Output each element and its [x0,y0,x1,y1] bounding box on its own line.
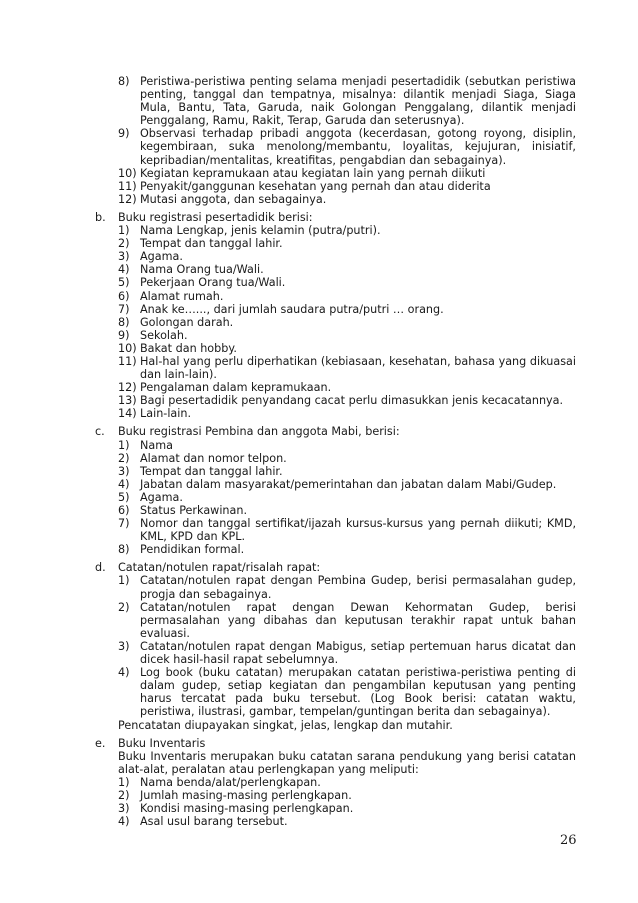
list-item-text: Hal-hal yang perlu diperhatikan (kebiasaan, kesehatan, bahasa yang dikuasai dan lain-lain). [140,354,576,382]
list-item [118,75,576,127]
list-item [118,601,576,640]
list-item-number: 8) [118,315,130,329]
list-item [118,640,576,666]
list-item-text: Log book (buku catatan) merupakan catatan peristiwa-peristiwa penting di dalam gudep, setiap kegiatan dan pengambilan keputusan yang penting harus tercatat pada buku tersebut. (Log Book berisi: catatan waktu, peristiwa, ilustrasi, gambar, tempelan/guntingan berita dan sebagainya). [140,666,576,719]
section-b-title: Buku registrasi pesertadidik berisi: [118,210,313,224]
list-item-number: 2) [118,451,130,465]
section-e-intro: Buku Inventaris merupakan buku catatan sarana pendukung yang berisi catatan alat-alat, peralatan atau perlengkapan yang meliputi: [118,749,576,776]
list-item-number: 5) [118,490,130,504]
list-item [118,193,576,206]
list-item-number: 4) [118,666,130,680]
list-item [118,802,576,815]
list-item [118,290,576,303]
list-item-number: 3) [118,464,130,478]
list-item-text: Observasi terhadap pribadi anggota (kecerdasan, gotong royong, disiplin, kegembiraan, suka menolong/membantu, loyalitas, kejujuran, inisiatif, kepribadian/mentalitas, kreatifitas, pengabdian dan sebagainya). [140,127,576,167]
list-item-number: 4) [118,263,130,277]
section-e-letter: e. [95,736,106,750]
section-e-list [118,776,576,828]
list-item [118,224,576,237]
list-item-text: Catatan/notulen rapat dengan Mabigus, setiap pertemuan harus dicatat dan dicek hasil-hasil rapat sebelumnya. [140,639,576,667]
list-item [118,316,576,329]
list-item-number: 8) [118,75,130,88]
list-item [118,478,576,491]
list-item-number: 4) [118,477,130,491]
list-item-text: Agama. [140,490,183,504]
list-item-number: 6) [118,289,130,303]
list-item [118,342,576,355]
list-item-text: Nama Lengkap, jenis kelamin (putra/putri). [140,224,381,238]
section-b-list [118,224,576,420]
list-item-text: Status Perkawinan. [140,504,248,517]
list-item [118,439,576,452]
list-item [118,517,576,543]
list-item-text: Jabatan dalam masyarakat/pemerintahan dan jabatan dalam Mabi/Gudep. [140,477,557,491]
list-item [118,303,576,316]
list-item [118,329,576,342]
list-item-number: 14) [118,407,137,421]
list-item [118,355,576,381]
section-c [95,425,576,556]
list-item-number: 11) [118,354,137,368]
list-item-number: 11) [118,179,137,193]
list-item-text: Peristiwa-peristiwa penting selama menjadi pesertadidik (sebutkan peristiwa penting, tanggal dan tempatnya, misalnya: dilantik menjadi Siaga, Siaga Mula, Bantu, Tata, Garuda, naik Golongan Penggalang, dilantik menjadi Penggalang, Ramu, Rakit, Terap, Garuda dan seterusnya). [140,75,576,128]
list-item-text: Nama [140,438,173,452]
list-item [118,504,576,517]
list-item-text: Anak ke…..., dari jumlah saudara putra/putri … orang. [140,302,444,316]
list-item-number: 12) [118,381,137,395]
list-item-number: 2) [118,237,130,251]
list-item-number: 1) [118,438,130,452]
list-item [118,127,576,166]
continued-list [118,75,576,206]
section-d-list [118,574,576,718]
list-item [118,789,576,802]
list-item-text: Mutasi anggota, dan sebagainya. [140,192,327,206]
section-d-letter: d. [95,561,106,575]
list-item-text: Golongan darah. [140,315,234,329]
list-item [118,666,576,718]
list-item [118,574,576,600]
section-d [95,561,576,731]
list-item [118,394,576,407]
list-item-text: Nama Orang tua/Wali. [140,263,264,277]
list-item [118,167,576,180]
section-d-title: Catatan/notulen rapat/risalah rapat: [118,561,321,575]
list-item-number: 4) [118,815,130,829]
list-item-text: Sekolah. [140,328,188,342]
list-item-text: Bagi pesertadidik penyandang cacat perlu dimasukkan jenis kecacatannya. [140,394,564,408]
section-c-letter: c. [95,425,105,439]
list-item-number: 3) [118,250,130,264]
page-number: 26 [560,833,577,848]
section-e [95,737,576,829]
list-item [118,452,576,465]
list-item-text: Catatan/notulen rapat dengan Dewan Kehormatan Gudep, berisi permasalahan yang dibahas dan keputusan terakhir rapat untuk bahan evaluasi. [140,600,576,640]
list-item-number: 2) [118,788,130,802]
list-item [118,276,576,289]
section-b [95,211,576,421]
list-item-number: 12) [118,192,137,206]
section-b-letter: b. [95,210,106,224]
list-item-text: Alamat dan nomor telpon. [140,451,287,465]
list-item-number: 3) [118,639,130,653]
list-item-text: Nomor dan tanggal sertifikat/ijazah kursus-kursus yang pernah diikuti; KMD, KML, KPD dan KPL. [140,517,576,544]
list-item-text: Catatan/notulen rapat dengan Pembina Gudep, berisi permasalahan gudep, progja dan sebagainya. [140,574,576,601]
list-item-number: 6) [118,504,130,517]
list-item-text: Pendidikan formal. [140,543,245,557]
list-item-text: Tempat dan tanggal lahir. [140,464,283,478]
section-c-list [118,439,576,557]
list-item-text: Tempat dan tanggal lahir. [140,237,283,251]
list-item [118,237,576,250]
section-d-closing: Pencatatan diupayakan singkat, jelas, lengkap dan mutahir. [118,718,453,732]
list-item [118,776,576,789]
list-item-number: 7) [118,302,130,316]
list-item [118,407,576,420]
list-item-number: 1) [118,574,130,588]
list-item [118,180,576,193]
list-item-text: Penyakit/ganggunan kesehatan yang pernah dan atau diderita [140,179,491,193]
list-item-number: 5) [118,276,130,290]
list-item [118,491,576,504]
section-c-title: Buku registrasi Pembina dan anggota Mabi, berisi: [118,425,400,439]
list-item-number: 8) [118,543,130,557]
list-item-text: Lain-lain. [140,407,192,421]
list-item-text: Nama benda/alat/perlengkapan. [140,775,321,789]
section-e-title: Buku Inventaris [118,736,206,750]
list-item-text: Alamat rumah. [140,289,224,303]
list-item [118,250,576,263]
list-item-number: 13) [118,394,137,408]
list-item-number: 10) [118,166,137,180]
list-item-text: Asal usul barang tersebut. [140,815,288,829]
continued-list-section [95,75,576,206]
list-item [118,381,576,394]
list-item [118,543,576,556]
list-item-text: Agama. [140,250,183,264]
list-item-number: 2) [118,600,130,614]
list-item [118,263,576,276]
list-item-text: Pengalaman dalam kepramukaan. [140,381,332,395]
list-item-text: Bakat dan hobby. [140,341,237,355]
list-item-text: Kegiatan kepramukaan atau kegiatan lain yang pernah diikuti [140,166,486,180]
list-item-text: Jumlah masing-masing perlengkapan. [140,788,352,802]
list-item-number: 1) [118,224,130,238]
list-item-number: 3) [118,802,130,816]
list-item-text: Kondisi masing-masing perlengkapan. [140,802,354,816]
list-item-text: Pekerjaan Orang tua/Wali. [140,276,286,290]
list-item-number: 9) [118,127,130,141]
list-item-number: 10) [118,341,137,355]
list-item [118,815,576,828]
list-item-number: 7) [118,517,130,531]
list-item-number: 1) [118,775,130,789]
list-item [118,465,576,478]
page-content [95,75,576,828]
list-item-number: 9) [118,328,130,342]
